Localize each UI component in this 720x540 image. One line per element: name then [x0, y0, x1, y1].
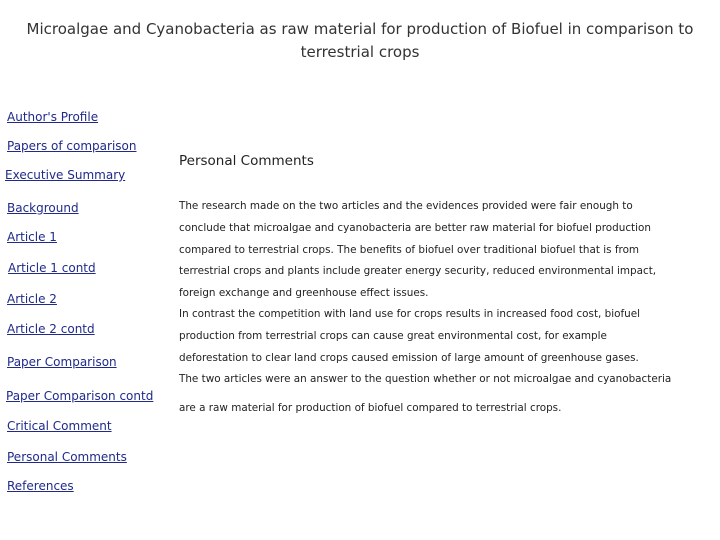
body-line: production from terrestrial crops can cause great environmental cost, for example — [179, 330, 607, 342]
nav-link-authors-profile[interactable]: Author's Profile — [7, 110, 99, 124]
nav-link-article-2[interactable]: Article 2 — [7, 292, 57, 306]
body-line: In contrast the competition with land use for crops results in increased food cost, biofuel — [179, 308, 640, 320]
slide-title: Microalgae and Cyanobacteria as raw material for production of Biofuel in comparison to terrestrial crops — [26, 20, 694, 61]
body-line: compared to terrestrial crops. The benefits of biofuel over traditional biofuel that is from — [179, 244, 640, 256]
nav-link-paper-comparison-contd[interactable]: Paper Comparison contd — [6, 389, 154, 403]
nav-link-papers-of-comparison[interactable]: Papers of comparison — [7, 139, 137, 153]
body-line: terrestrial crops and plants include greater energy security, reduced environmental impact, — [179, 265, 657, 277]
body-line: are a raw material for production of biofuel compared to terrestrial crops. — [179, 402, 562, 414]
nav-link-critical-comment[interactable]: Critical Comment — [7, 419, 112, 433]
body-line: The two articles were an answer to the question whether or not microalgae and cyanobacteria — [179, 373, 672, 385]
nav-link-personal-comments[interactable]: Personal Comments — [7, 450, 127, 464]
body-line: The research made on the two articles and the evidences provided were fair enough to — [179, 200, 633, 212]
body-line: conclude that microalgae and cyanobacteria are better raw material for biofuel production — [179, 222, 651, 234]
section-heading: Personal Comments — [179, 153, 314, 169]
nav-link-article-2-contd[interactable]: Article 2 contd — [7, 322, 95, 336]
nav-link-executive-summary[interactable]: Executive Summary — [5, 168, 126, 182]
nav-link-article-1-contd[interactable]: Article 1 contd — [8, 261, 96, 275]
body-line: foreign exchange and greenhouse effect issues. — [179, 287, 429, 299]
nav-link-article-1[interactable]: Article 1 — [7, 230, 57, 244]
body-line: deforestation to clear land crops caused emission of large amount of greenhouse gases. — [179, 352, 639, 364]
nav-link-references[interactable]: References — [7, 479, 74, 493]
nav-link-paper-comparison[interactable]: Paper Comparison — [7, 355, 117, 369]
nav-link-background[interactable]: Background — [7, 201, 79, 215]
